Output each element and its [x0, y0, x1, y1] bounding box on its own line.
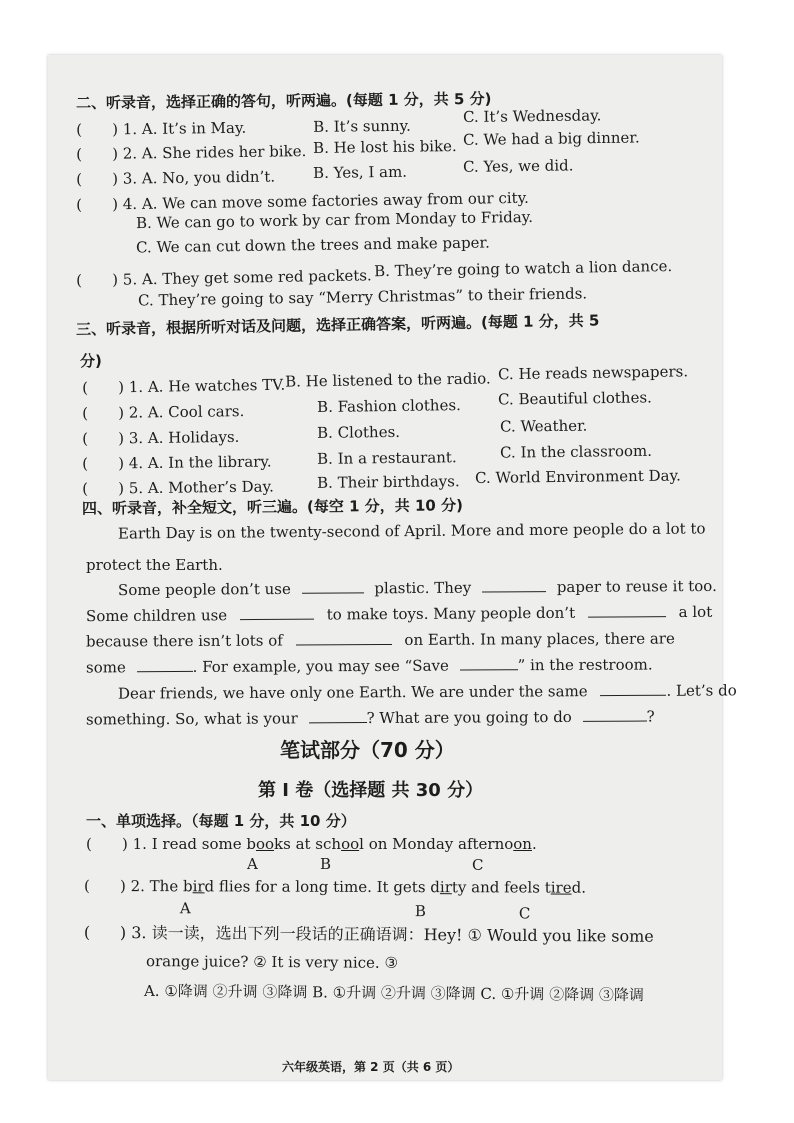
- passage-line-6: some . For example, you may see “Save ” in the restroom.: [85, 655, 653, 677]
- sec2-q4-option-b: B. We can go to work by car from Monday to Friday.: [135, 207, 534, 233]
- sec3-question-1[interactable]: ( ) 1. A. He watches TV. B. He listened to the radio. C. He reads newspapers.: [82, 362, 689, 397]
- blank-10[interactable]: [583, 707, 647, 722]
- blank-5[interactable]: [296, 630, 392, 646]
- sec2-question-1[interactable]: ( ) 1. A. It’s in May. B. It’s sunny. C. It’s Wednesday.: [76, 106, 602, 139]
- sec3-question-3[interactable]: ( ) 3. A. Holidays. B. Clothes. C. Weather.: [82, 416, 588, 448]
- sec2-question-4[interactable]: ( ) 4. A. We can move some factories away from our city.: [76, 188, 530, 214]
- blank-8[interactable]: [600, 681, 666, 696]
- blank-4[interactable]: [588, 602, 666, 618]
- volume-one-title: 第 I 卷（选择题 共 30 分）: [258, 780, 484, 801]
- written-section-1-title: 一、单项选择。（每题 1 分，共 10 分）: [86, 812, 356, 830]
- passage-line-2: protect the Earth.: [86, 556, 223, 574]
- section-4-title: 四、听录音，补全短文，听三遍。(每空 1 分，共 10 分): [81, 496, 463, 518]
- q2-label-c: C: [518, 904, 531, 923]
- blank-7[interactable]: [460, 655, 518, 670]
- section-3-title-cont: 分): [80, 352, 102, 370]
- sec2-q4-option-c: C. We can cut down the trees and make paper.: [135, 233, 490, 257]
- q2-label-a: A: [179, 899, 191, 918]
- sec2-question-5[interactable]: ( ) 5. A. They get some red packets. B. They’re going to watch a lion dance.: [76, 257, 673, 290]
- passage-line-7: Dear friends, we have only one Earth. We are under the same . Let’s do: [117, 681, 737, 703]
- written-part-title: 笔试部分（70 分）: [280, 738, 455, 762]
- written-question-2[interactable]: ( ) 2. The bird flies for a long time. It gets dirty and feels tired. A B C: [83, 876, 587, 923]
- section-3-title: 三、听录音，根据所听对话及问题，选择正确答案，听两遍。(每题 1 分，共 5: [75, 311, 600, 339]
- written-question-3[interactable]: ( ) 3. 读一读，选出下列一段话的正确语调：Hey! ① Would you like some: [83, 922, 654, 946]
- passage-line-3: Some people don’t use plastic. They paper to reuse it too.: [117, 576, 717, 600]
- sec2-question-3[interactable]: ( ) 3. A. No, you didn’t. B. Yes, I am. C. Yes, we did.: [76, 156, 574, 189]
- written-q3-line-2: orange juice? ② It is very nice. ③: [145, 952, 398, 972]
- exam-page: 二、听录音，选择正确的答句，听两遍。(每题 1 分，共 5 分) ( ) 1. A. It’s in May. B. It’s sunny. C. It’s Wednesday. ( ) 2. A. She rides her bike. B. He lost his bike. C. We had a big dinner. ( ) 3. A. No, you didn’t. B. Yes, I am. C. Yes, we did. ( ) 4. A. We can move some factories away from our city. B. We can go to work by car from Monday to Friday. C. We can cut down the trees and make paper. ( ) 5. A. They get some red packets. B. They’re going to watch a lion dance. C. They’re going to say “Merry Christmas” to their friends. 三、听录音，根据所听对话及问题，选择正确答案，听两遍。(每题 1 分，共 5 分) ( ) 1. A. He watches TV. B. He listened to the radio. C. He reads newspapers. ( ) 2. A. Cool cars. B. Fashion clothes. C. Beautiful clothes. ( ) 3. A. Holidays. B. Clothes. C. Weather. ( ) 4. A. In the library. B. In a restaurant. C. In the classroom. ( ) 5. A. Mother’s Day. B. Their birthdays. C. World Environment Day. 四、听录音，补全短文，听三遍。(每空 1 分，共 10 分) Earth Day is on the twenty-second of April. More and more people do a lot to protect the Earth. Some people don’t use plastic. They paper to reuse it too. Some children use to make toys. Many people don’t a lot because there isn’t lots of on Earth. In many places, there are some . For example, you may see “Save ” in the restroom. Dear friends, we have only one Earth. We are under the same . Let’s do something. So, what is your ? What are you going to do ? 笔试部分（70 分） 第 I 卷（选择题 共 30 分） 一、单项选择。（每题 1 分，共 10 分） ( ) 1. I read some books at school on Monday afternoon. A B C ( ) 2. The bird flies for a long time. It gets dirty and feels tired. A B C ( ) 3. 读一读，选出下列一段话的正确语调：Hey! ① Would you like some orange juice? ② It is very nice. ③ A. ①降调 ②升调 ③降调 B. ①升调 ②升调 ③降调 C. ①升调 ②降调 ③降调 六年级英语，第 2 页（共 6 页）: [48, 55, 722, 1080]
- passage-line-4: Some children use to make toys. Many people don’t a lot: [85, 602, 713, 626]
- q1-label-a: A: [247, 855, 258, 873]
- q1-label-c: C: [472, 856, 484, 874]
- passage-line-8: something. So, what is your ? What are you going to do ?: [85, 707, 655, 729]
- sec2-q5-option-c: C. They’re going to say “Merry Christmas” to their friends.: [137, 284, 588, 310]
- section-2-title: 二、听录音，选择正确的答句，听两遍。(每题 1 分，共 5 分): [75, 89, 492, 113]
- sec3-question-5[interactable]: ( ) 5. A. Mother’s Day. B. Their birthdays. C. World Environment Day.: [82, 466, 681, 498]
- passage-line-5: because there isn’t lots of on Earth. In many places, there are: [85, 629, 675, 651]
- blank-6[interactable]: [137, 657, 193, 672]
- sec3-question-4[interactable]: ( ) 4. A. In the library. B. In a restaurant. C. In the classroom.: [82, 441, 653, 473]
- blank-2[interactable]: [482, 577, 546, 592]
- blank-3[interactable]: [240, 605, 314, 621]
- q2-label-b: B: [414, 902, 426, 921]
- blank-9[interactable]: [309, 708, 367, 723]
- written-q3-options: A. ①降调 ②升调 ③降调 B. ①升调 ②升调 ③降调 C. ①升调 ②降调 ③降调: [143, 981, 644, 1005]
- page-footer: 六年级英语，第 2 页（共 6 页）: [282, 1060, 460, 1074]
- q1-label-b: B: [320, 855, 332, 873]
- sec2-question-2[interactable]: ( ) 2. A. She rides her bike. B. He lost his bike. C. We had a big dinner.: [76, 128, 640, 164]
- passage-line-1: Earth Day is on the twenty-second of April. More and more people do a lot to: [117, 519, 706, 543]
- sec3-question-2[interactable]: ( ) 2. A. Cool cars. B. Fashion clothes. C. Beautiful clothes.: [82, 388, 652, 423]
- blank-1[interactable]: [302, 578, 364, 593]
